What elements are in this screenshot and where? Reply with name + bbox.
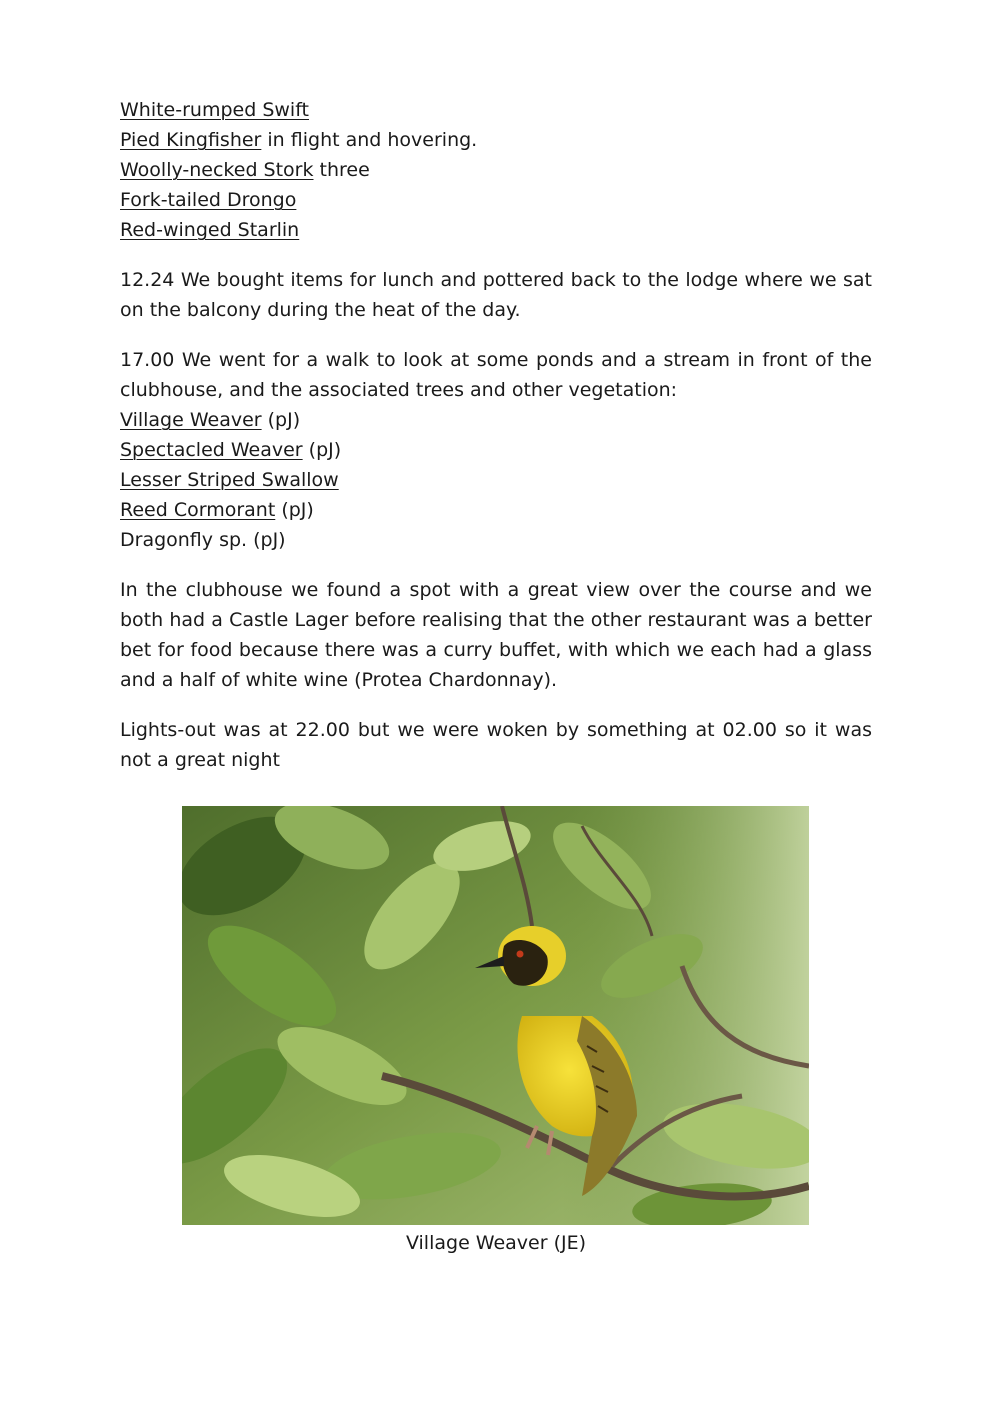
paragraph-lights-out: Lights-out was at 22.00 but we were woken by something at 02.00 so it was not a great night	[120, 719, 872, 771]
list-item	[120, 185, 872, 215]
village-weaver-photo	[182, 806, 809, 1225]
paragraph-lunch: 12.24 We bought items for lunch and pottered back to the lodge where we sat on the balcony during the heat of the day.	[120, 269, 872, 321]
species-name: Red-winged Starlin	[120, 219, 300, 241]
species-list-evening	[120, 405, 872, 555]
species-name: Spectacled Weaver	[120, 439, 303, 461]
species-name: Pied Kingfisher	[120, 129, 262, 151]
species-name: White-rumped Swift	[120, 99, 309, 121]
list-item	[120, 405, 872, 435]
species-name: Village Weaver	[120, 409, 262, 431]
list-item-plain: Dragonfly sp. (pJ)	[120, 529, 286, 551]
paragraph-walk: 17.00 We went for a walk to look at some ponds and a stream in front of the clubhouse, and the associated trees and other vegetation:	[120, 349, 872, 401]
list-item	[120, 125, 872, 155]
list-item	[120, 215, 872, 245]
species-note: three	[313, 159, 370, 181]
list-item	[120, 495, 872, 525]
photo-caption: Village Weaver (JE)	[405, 1232, 587, 1254]
list-item	[120, 155, 872, 185]
species-note: in flight and hovering.	[261, 129, 478, 151]
species-name: Fork-tailed Drongo	[120, 189, 297, 211]
species-note: (pJ)	[261, 409, 301, 431]
list-item	[120, 95, 872, 125]
list-item	[120, 465, 872, 495]
species-note: (pJ)	[275, 499, 314, 521]
species-note: (pJ)	[302, 439, 342, 461]
list-item	[120, 435, 872, 465]
species-name: Woolly-necked Stork	[120, 159, 314, 181]
document-body	[120, 95, 872, 775]
species-name: Lesser Striped Swallow	[120, 469, 339, 491]
photo-illustration	[182, 806, 809, 1225]
species-name: Reed Cormorant	[120, 499, 276, 521]
paragraph-clubhouse: In the clubhouse we found a spot with a great view over the course and we both had a Castle Lager before realising that the other restaurant was a better bet for food because there was a curry buffet, with which we each had a glass and a half of white wine (Protea Chardonnay).	[120, 579, 872, 691]
species-list-morning	[120, 95, 872, 245]
